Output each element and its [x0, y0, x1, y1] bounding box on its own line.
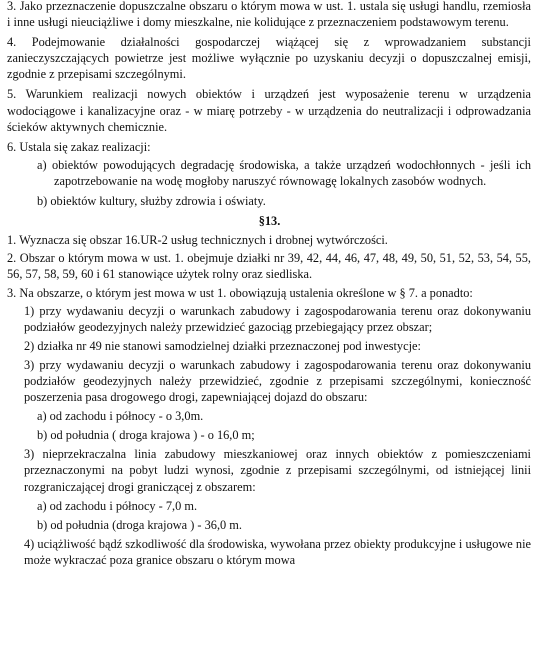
list-item-13-3-3-building-line: 3) nieprzekraczalna linia zabudowy mieszkaniowej oraz innych obiektów z pomieszczeniami przeznaczonymi na pobyt ludzi wynosi, zgodnie z przepisami szczególnymi, od istniejącej linii rozgraniczającej drogi graniczącej z obszarem:	[24, 447, 531, 494]
list-item-13-3-3: 3) przy wydawaniu decyzji o warunkach zabudowy i zagospodarowania terenu oraz dokonywaniu podziałów geodezyjnych należy przewidzieć, zgodnie z przepisami szczególnymi, konieczność poszerzenia pasa drogowego drogi, zapewniającej dojazd do obszaru:	[24, 357, 531, 405]
paragraph-12-4: 4. Podejmowanie działalności gospodarczej wiążącej się z wprowadzaniem substancji zanieczyszczających powietrze jest możliwe wyłącznie po uzyskaniu decyzji o dopuszczalnej emisji, zgodnie z przepisami szczególnymi.	[7, 35, 531, 82]
paragraph-13-3: 3. Na obszarze, o którym jest mowa w ust 1. obowiązują ustalenia określone w § 7. a ponadto:	[7, 285, 473, 300]
list-item-13-3-2: 2) działka nr 49 nie stanowi samodzielnej działki przeznaczonej pod inwestycje:	[24, 338, 421, 353]
paragraph-12-3: 3. Jako przeznaczenie dopuszczalne obszaru o którym mowa w ust. 1. ustala się usługi handlu, rzemiosła i inne usługi nieuciążliwe i domy mieszkalne, nie kolidujące z przeznaczeniem podstawowym terenu.	[7, 0, 531, 30]
list-item-12-6b: b) obiektów kultury, służby zdrowia i oświaty.	[37, 194, 266, 209]
section-heading: §13.	[258, 214, 281, 229]
paragraph-12-6: 6. Ustala się zakaz realizacji:	[7, 139, 151, 154]
list-item-13-3-3b: b) od południa ( droga krajowa ) - o 16,0 m;	[37, 428, 255, 443]
list-item-13-3-building-line-a: a) od zachodu i północy - 7,0 m.	[37, 498, 198, 513]
paragraph-12-5: 5. Warunkiem realizacji nowych obiektów i urządzeń jest wyposażenie terenu w urządzenia wodociągowe i kanalizacyjne oraz - w miarę potrzeby - w urządzenia do neutralizacji i odprowadzania ścieków aktywnych chemicznie.	[7, 87, 531, 134]
list-item-13-3-1: 1) przy wydawaniu decyzji o warunkach zabudowy i zagospodarowania terenu oraz dokonywaniu podziałów geodezyjnych należy przewidzieć gazociąg przebiegający przez obszar;	[24, 303, 531, 334]
list-item-13-3-4: 4) uciążliwość bądź szkodliwość dla środowiska, wywołana przez obiekty produkcyjne i usługowe nie może wykraczać poza granice obszaru o którym mowa	[24, 536, 531, 567]
list-item-12-6a: a) obiektów powodujących degradację środowiska, a także urządzeń wodochłonnych - jeśli ich zapotrzebowanie na wodę mogłoby naruszyć równowagę lokalnych zasobów wodnych.	[37, 157, 531, 188]
list-item-13-3-3a: a) od zachodu i północy - o 3,0m.	[37, 409, 204, 424]
paragraph-13-2: 2. Obszar o którym mowa w ust. 1. obejmuje działki nr 39, 42, 44, 46, 47, 48, 49, 50, 51, 52, 53, 54, 55, 56, 57, 58, 59, 60 i 61 stanowiące użytek rolny oraz siedliska.	[7, 251, 531, 282]
list-item-13-3-building-line-b: b) od południa (droga krajowa ) - 36,0 m.	[37, 517, 242, 532]
paragraph-13-1: 1. Wyznacza się obszar 16.UR-2 usług technicznych i drobnej wytwórczości.	[7, 233, 388, 248]
